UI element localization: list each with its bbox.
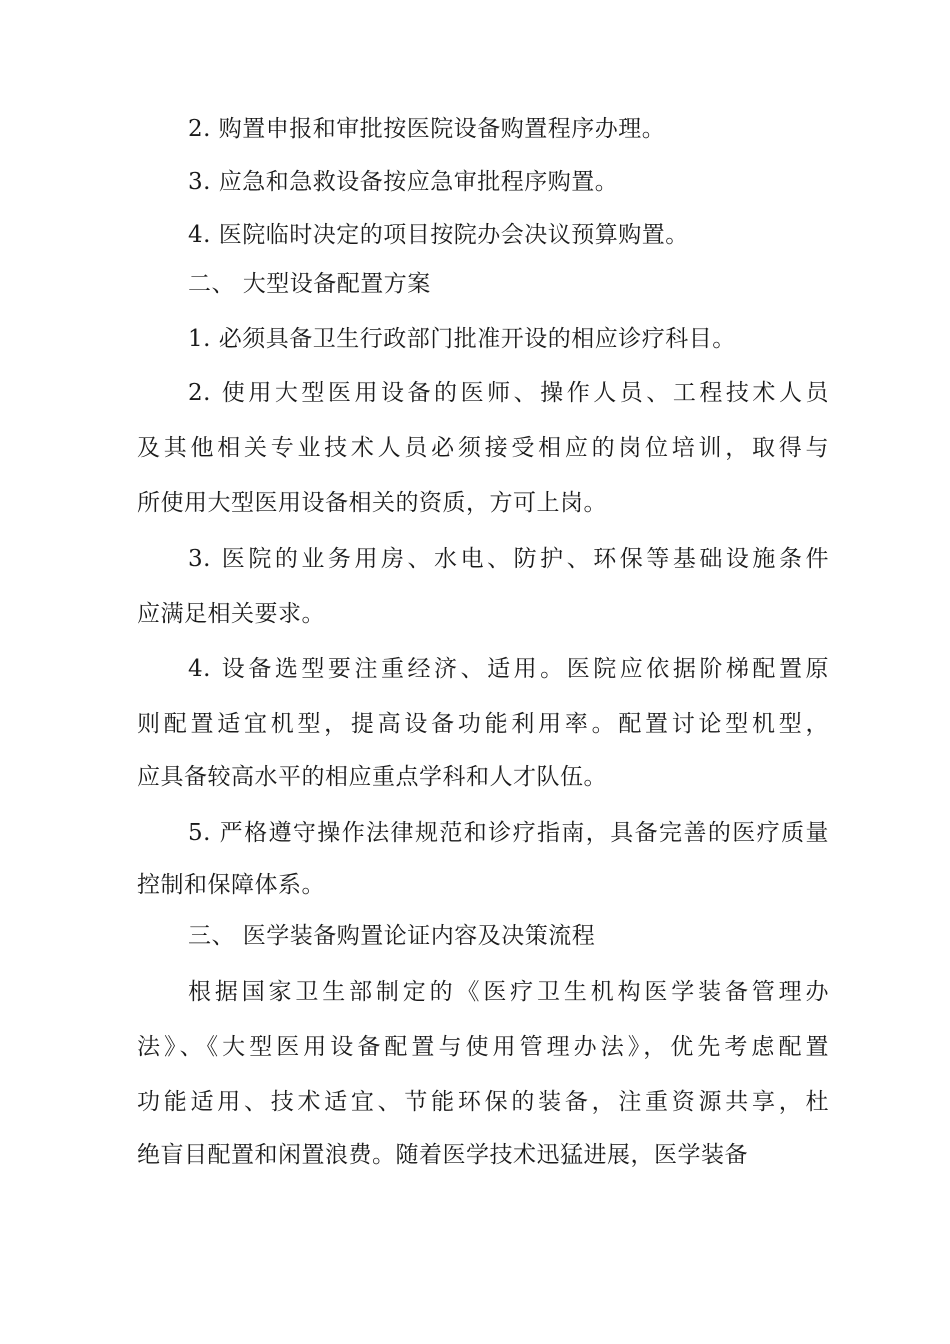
- text-line-5: 1. 必须具备卫生行政部门批准开设的相应诊疗科目。: [188, 326, 736, 352]
- text-line-10: 应满足相关要求。: [137, 601, 325, 627]
- text-line-1: 2. 购置申报和审批按医院设备购置程序办理。: [188, 116, 666, 142]
- text-line-9: 3. 医院的业务用房、水电、防护、环保等基础设施条件: [188, 546, 829, 572]
- text-line-12: 则配置适宜机型，提高设备功能利用率。配置讨论型机型，: [137, 711, 829, 737]
- section-heading-3: 三、 医学装备购置论证内容及决策流程: [188, 923, 596, 949]
- section-heading-2: 二、 大型设备配置方案: [188, 271, 431, 297]
- text-line-15: 控制和保障体系。: [137, 872, 325, 898]
- text-line-2: 3. 应急和急救设备按应急审批程序购置。: [188, 169, 619, 195]
- text-line-11: 4. 设备选型要注重经济、适用。医院应依据阶梯配置原: [188, 656, 829, 682]
- text-line-7: 及其他相关专业技术人员必须接受相应的岗位培训，取得与: [137, 435, 829, 461]
- text-line-6: 2. 使用大型医用设备的医师、操作人员、工程技术人员: [188, 380, 829, 406]
- text-line-8: 所使用大型医用设备相关的资质，方可上岗。: [137, 490, 607, 516]
- text-line-14: 5. 严格遵守操作法律规范和诊疗指南，具备完善的医疗质量: [188, 820, 829, 846]
- text-line-3: 4. 医院临时决定的项目按院办会决议预算购置。: [188, 222, 689, 248]
- text-line-19: 功能适用、技术适宜、节能环保的装备，注重资源共享，杜: [137, 1089, 829, 1115]
- text-line-18: 法》、《大型医用设备配置与使用管理办法》，优先考虑配置: [137, 1034, 829, 1060]
- text-line-13: 应具备较高水平的相应重点学科和人才队伍。: [137, 764, 607, 790]
- text-line-20: 绝盲目配置和闲置浪费。随着医学技术迅猛进展，医学装备: [137, 1142, 748, 1168]
- text-line-17: 根据国家卫生部制定的《医疗卫生机构医学装备管理办: [188, 979, 829, 1005]
